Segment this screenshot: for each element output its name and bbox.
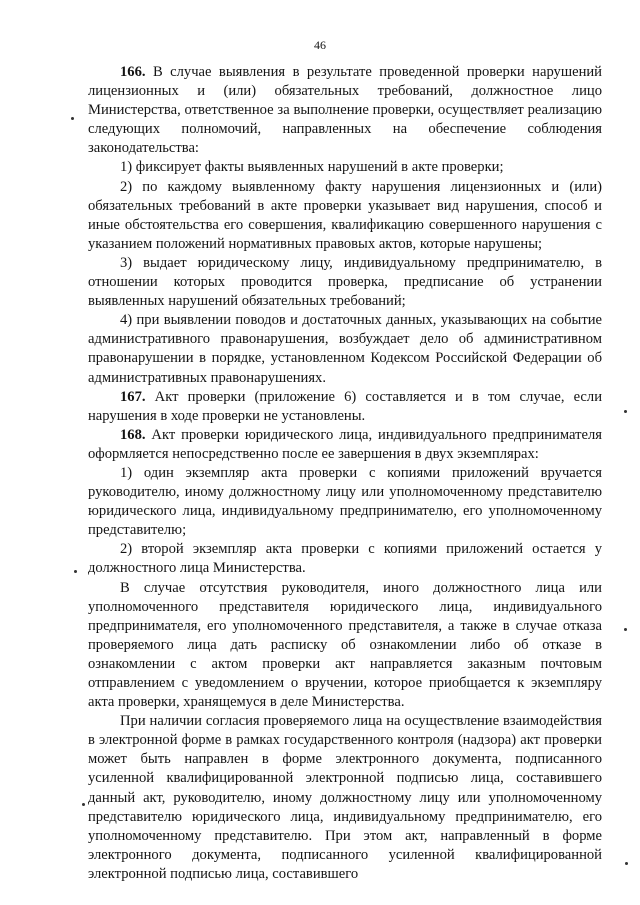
clause-number: 167.: [120, 388, 146, 405]
paragraph-item-2: [88, 178, 602, 254]
paragraph-item-168-2: [88, 540, 602, 578]
paragraph-item-168-1: [88, 464, 602, 540]
paragraph-item-1: [88, 158, 602, 177]
paragraph-text: В случае отсутствия руководителя, иного должностного лица или уполномоченного представителя юридического лица, индивидуального предпринимателя, его уполномоченного представителя, а также в случае отказа проверяемого лица дать расписку об ознакомлении либо об отказе в ознакомлении с актом проверки акт направляется заказным почтовым отправлением с уведомлением о вручении, которое приобщается к экземпляру акта проверки, хранящемуся в деле Министерства.: [88, 579, 602, 711]
clause-number: 166.: [120, 64, 146, 80]
paragraph-text: 1) один экземпляр акта проверки с копиями приложений вручается руководителю, иному должностному лицу или уполномоченному представителю юридического лица, индивидуальному предпринимателю, его уполномоченному представителю;: [88, 464, 602, 539]
page-number: 46: [314, 38, 326, 52]
scan-speck: [624, 628, 627, 631]
paragraph-text: 4) при выявлении поводов и достаточных данных, указывающих на событие административного правонарушения, возбуждает дело об административном правонарушении в порядке, установленном Кодексом Российской Федерации об административных правонарушениях.: [88, 312, 602, 386]
paragraph-text: 2) по каждому выявленному факту нарушения лицензионных и (или) обязательных требований в акте проверки указывает вид нарушения, способ и иные обстоятельства его совершения, квалификацию совершенного нарушения с указанием положений нормативных правовых актов, которые нарушены;: [88, 178, 602, 252]
paragraph-text: Акт проверки юридического лица, индивидуального предпринимателя оформляется непосредственно после ее завершения в двух экземплярах:: [88, 426, 602, 462]
paragraph-electronic: [88, 712, 602, 884]
paragraph-text: В случае выявления в результате проведенной проверки нарушений лицензионных и (или) обязательных требований, должностное лицо Министерства, ответственное за выполнение проверки, осуществляет реализацию следующих полномочий, направленных на обеспечение соблюдения законодательства:: [88, 64, 602, 157]
paragraph-item-3: [88, 254, 602, 311]
paragraph-text: При наличии согласия проверяемого лица на осуществление взаимодействия в электронной форме в рамках государственного контроля (надзора) акт проверки может быть направлен в форме электронного документа, подписанного усиленной квалифицированной электронной подписью лица, составившего данный акт, руководителю, иному должностному лицу или уполномоченному представителю юридического лица, индивидуальному предпринимателю, его уполномоченному представителю. При этом акт, направленный в форме электронного документа, подписанного усиленной квалифицированной электронной подписью лица, составившего: [88, 713, 602, 882]
scan-speck: [82, 803, 85, 806]
paragraph-text: 3) выдает юридическому лицу, индивидуальному предпринимателю, в отношении которых проводится проверка, предписание об устранении выявленных нарушений обязательных требований;: [88, 254, 602, 310]
paragraph-166: [88, 63, 602, 158]
scan-speck: [74, 570, 77, 573]
paragraph-absence: [88, 579, 602, 713]
scan-speck: [71, 117, 74, 120]
document-body: [88, 63, 602, 884]
scan-speck: [625, 862, 628, 865]
clause-number: 168.: [120, 426, 146, 443]
scan-speck: [624, 410, 627, 413]
paragraph-text: Акт проверки (приложение 6) составляется и в том случае, если нарушения в ходе проверки не установлены.: [88, 388, 602, 424]
paragraph-text: 2) второй экземпляр акта проверки с копиями приложений остается у должностного лица Министерства.: [88, 541, 602, 577]
paragraph-168: [88, 426, 602, 464]
paragraph-text: 1) фиксирует факты выявленных нарушений в акте проверки;: [120, 159, 504, 176]
paragraph-167: [88, 388, 602, 426]
paragraph-item-4: [88, 311, 602, 387]
